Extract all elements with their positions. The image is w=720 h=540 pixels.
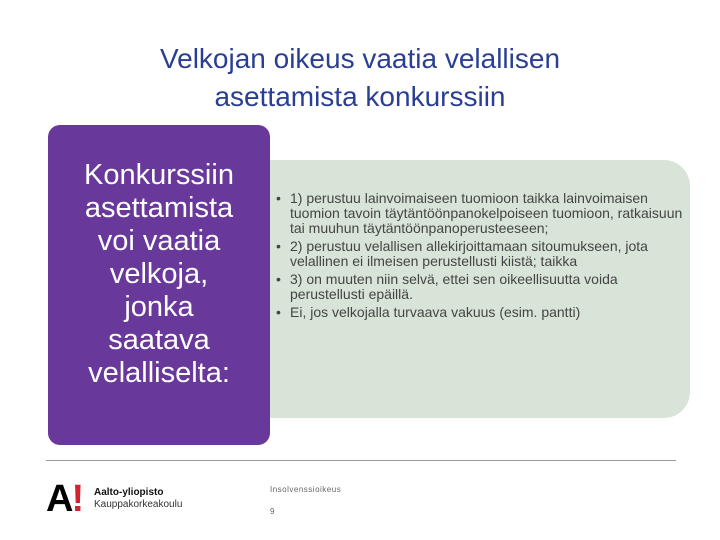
logo-subtitle: Kauppakorkeakoulu	[94, 499, 183, 510]
aalto-logo-icon	[46, 480, 82, 518]
list-item	[276, 191, 686, 236]
logo-text	[94, 487, 182, 511]
footer-divider	[46, 460, 676, 461]
highlight-line: saatava	[108, 324, 210, 356]
highlight-line: velalliselta:	[88, 357, 230, 389]
list-item	[276, 305, 686, 320]
page-number: 9	[270, 507, 275, 516]
logo-mark: A	[46, 478, 72, 520]
bullet-text: 3) on muuten niin selvä, ettei sen oikeellisuutta voida perustellusti epäillä.	[290, 271, 618, 302]
highlight-line: asettamista	[84, 192, 234, 224]
bullet-dot-icon: •	[276, 238, 281, 254]
slide-title	[60, 40, 660, 116]
list-item	[276, 239, 686, 269]
logo-mark-accent: !	[71, 478, 83, 520]
highlight-line: velkoja,	[109, 258, 209, 290]
bullet-dot-icon: •	[276, 304, 281, 320]
list-item	[276, 272, 686, 302]
logo-name: Aalto-yliopisto	[94, 487, 164, 498]
bullet-dot-icon: •	[276, 271, 281, 287]
bullet-text: 1) perustuu lainvoimaiseen tuomioon taikka lainvoimaisen tuomion tavoin täytäntöönpanokelpoiseen tuomioon, ratkaisuun tai muuhun täytäntöönpanoperusteeseen;	[290, 190, 683, 236]
highlight-line: jonka	[124, 291, 194, 323]
bullet-dot-icon: •	[276, 190, 281, 206]
bullet-text: Ei, jos velkojalla turvaava vakuus (esim. pantti)	[290, 304, 581, 320]
bullet-list	[276, 191, 686, 323]
footer-label: Insolvenssioikeus	[270, 485, 342, 494]
title-line-2: asettamista konkurssiin	[214, 81, 506, 112]
bullet-text: 2) perustuu velallisen allekirjoittamaan sitoumukseen, jota velallinen ei ilmeisen perustellusti kiistä; taikka	[290, 238, 648, 269]
highlight-box	[48, 125, 270, 445]
title-line-1: Velkojan oikeus vaatia velallisen	[159, 43, 561, 74]
highlight-line: voi vaatia	[97, 225, 221, 257]
highlight-line: Konkurssiin	[84, 159, 234, 191]
